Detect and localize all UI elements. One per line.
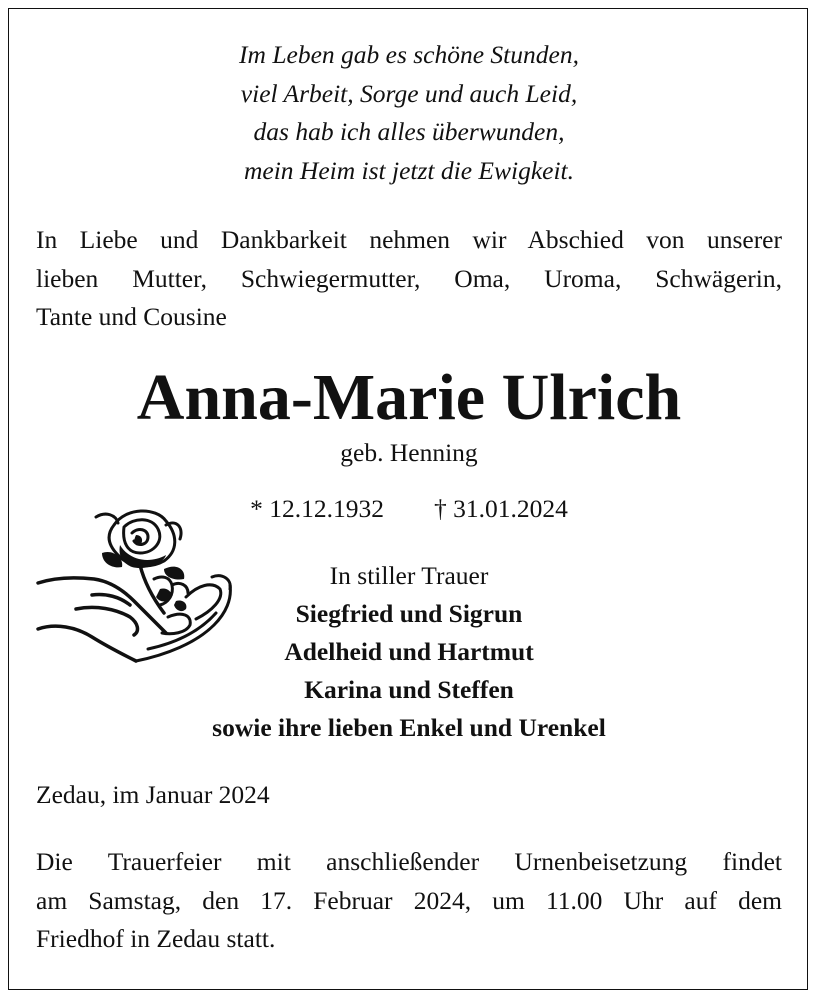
intro-line: In Liebe und Dankbarkeit nehmen wir Abschied von unserer [36,225,782,254]
place-date: Zedau, im Januar 2024 [36,780,270,809]
intro-line: lieben Mutter, Schwiegermutter, Oma, Uroma, Schwägerin, [36,263,782,293]
mourning-heading: In stiller Trauer [329,561,489,590]
birth-date: * 12.12.1932 [250,494,384,523]
poem-line: mein Heim ist jetzt die Ewigkeit. [243,155,575,185]
poem [0,36,818,190]
death-date: † 31.01.2024 [434,494,568,523]
mourner-line: Siegfried und Sigrun [295,599,523,628]
ceremony-line: am Samstag, den 17. Februar 2024, um 11.00 Uhr auf dem [36,885,782,915]
ceremony-text [36,843,782,959]
mourner-line: Karina und Steffen [304,675,514,704]
ceremony-line: Die Trauerfeier mit anschließender Urnenbeisetzung findet [36,847,782,876]
deceased-name: Anna-Marie Ulrich [136,361,682,434]
intro-line: Tante und Cousine [36,302,227,331]
mourner-line: sowie ihre lieben Enkel und Urenkel [212,713,606,742]
poem-line: Im Leben gab es schöne Stunden, [239,40,579,69]
mourners [0,557,818,747]
intro-text [36,221,782,337]
mourner-line: Adelheid und Hartmut [284,637,534,666]
ceremony-line: Friedhof in Zedau statt. [36,924,276,953]
maiden-name: geb. Henning [340,438,478,467]
poem-line: das hab ich alles überwunden, [253,117,565,146]
poem-line: viel Arbeit, Sorge und auch Leid, [240,78,578,108]
